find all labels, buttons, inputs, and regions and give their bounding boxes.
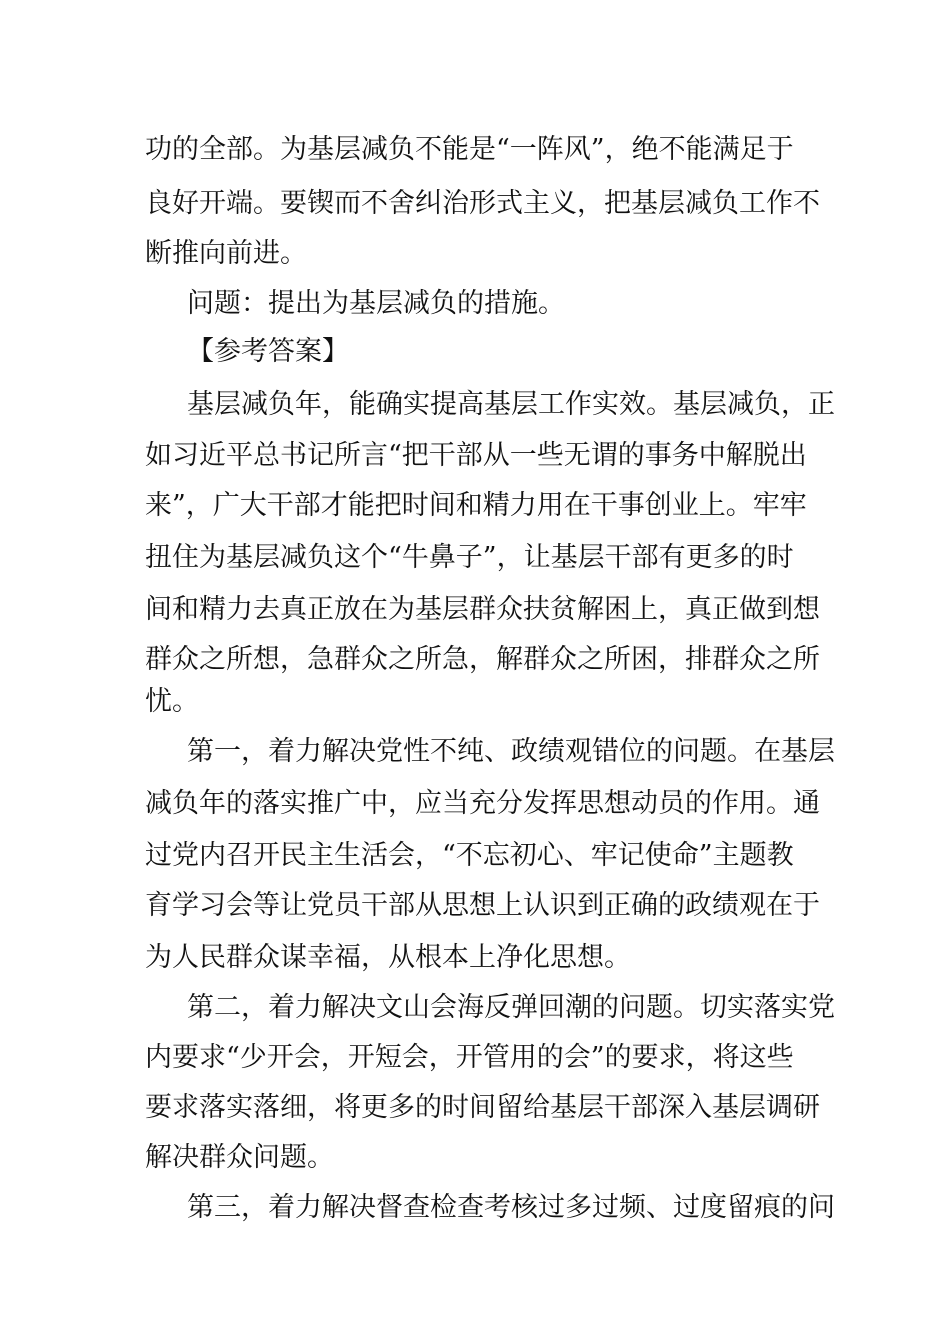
text-line: 如习近平总书记所言“把干部从一些无谓的事务中解脱出 — [145, 440, 807, 471]
text-line: 间和精力去真正放在为基层群众扶贫解困上，真正做到想 — [145, 594, 820, 625]
text-line: 解决群众问题。 — [145, 1142, 334, 1173]
text-line: 断推向前进。 — [145, 238, 307, 269]
text-line: 功的全部。为基层减负不能是“一阵风”，绝不能满足于 — [145, 134, 794, 165]
text-line: 第三，着力解决督查检查考核过多过频、过度留痕的问 — [187, 1192, 835, 1223]
text-line: 基层减负年，能确实提高基层工作实效。基层减负，正 — [187, 389, 835, 420]
text-line: 过党内召开民主生活会，“不忘初心、牢记使命”主题教 — [145, 840, 794, 871]
text-line: 第一，着力解决党性不纯、政绩观错位的问题。在基层 — [187, 736, 835, 767]
text-line: 忧。 — [145, 686, 199, 717]
answer-heading: 【参考答案】 — [187, 336, 349, 367]
text-line: 为人民群众谋幸福，从根本上净化思想。 — [145, 942, 631, 973]
text-line: 良好开端。要锲而不舍纠治形式主义，把基层减负工作不 — [145, 188, 820, 219]
text-line: 育学习会等让党员干部从思想上认识到正确的政绩观在于 — [145, 890, 820, 921]
text-line: 第二，着力解决文山会海反弹回潮的问题。切实落实党 — [187, 992, 835, 1023]
text-line: 来”，广大干部才能把时间和精力用在干事创业上。牢牢 — [145, 490, 807, 521]
text-line: 减负年的落实推广中，应当充分发挥思想动员的作用。通 — [145, 788, 820, 819]
text-line: 内要求“少开会，开短会，开管用的会”的要求，将这些 — [145, 1042, 794, 1073]
text-line: 要求落实落细，将更多的时间留给基层干部深入基层调研 — [145, 1092, 820, 1123]
question-line: 问题：提出为基层减负的措施。 — [187, 288, 565, 319]
text-line: 群众之所想，急群众之所急，解群众之所困，排群众之所 — [145, 644, 820, 675]
text-line: 扭住为基层减负这个“牛鼻子”，让基层干部有更多的时 — [145, 542, 794, 573]
